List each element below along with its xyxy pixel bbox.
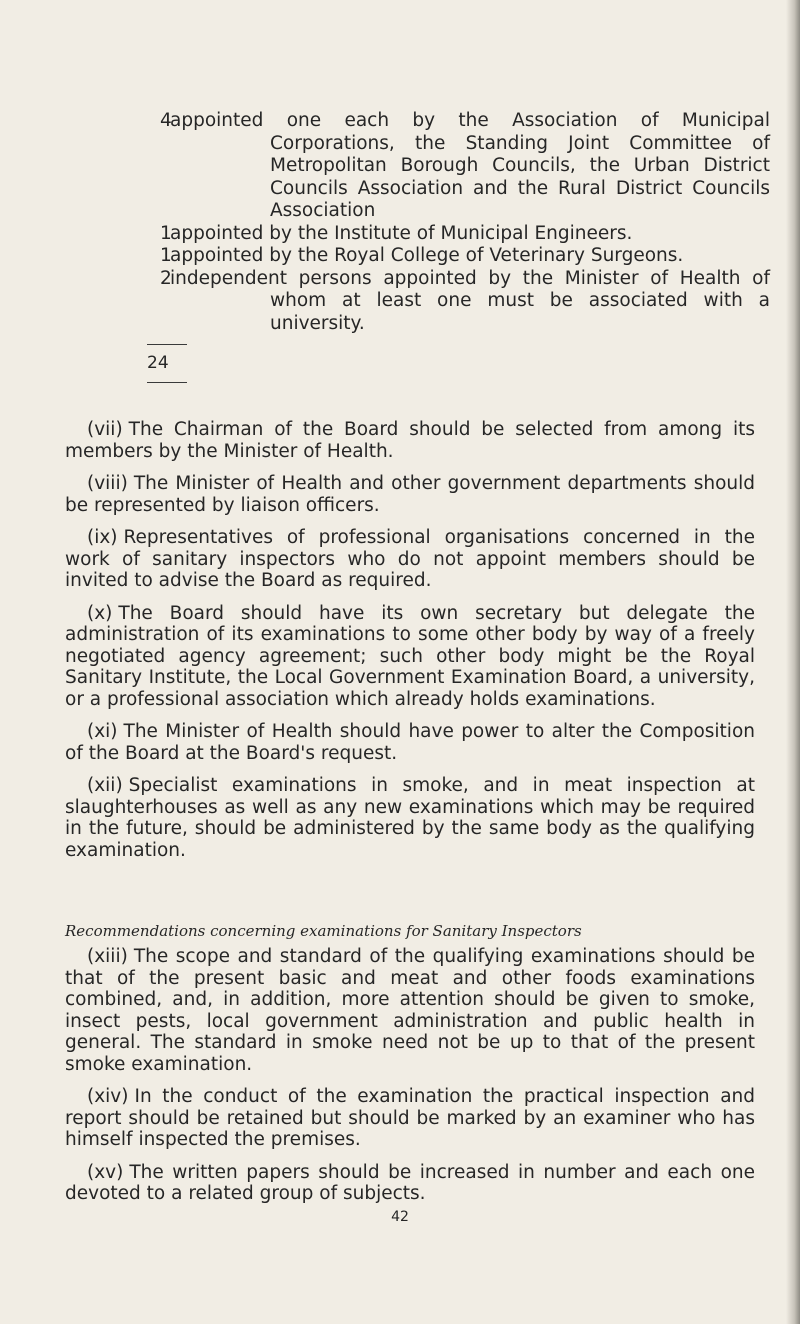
member-count: 4 [160,110,172,131]
board-composition-list [160,110,770,335]
paragraph [65,527,755,592]
paragraph-text: The Minister of Health and other government departments should be represented by liaison officers. [65,473,755,516]
page-edge-shadow [786,0,800,1324]
section-heading: Recommendations concerning examinations for Sanitary Inspectors [65,922,582,940]
member-count: 1 [160,222,172,244]
paragraph-label: (xiv) [87,1086,129,1107]
paragraph-label: (vii) [87,419,123,440]
total-rule-top [147,344,187,345]
member-description: appointed by the Royal College of Veterinary Surgeons. [170,245,684,266]
paragraph-text: The Minister of Health should have power to alter the Composition of the Board at the Board's request. [65,721,755,764]
paragraph-text: The scope and standard of the qualifying examinations should be that of the present basic and meat and other foods examinations combined, and, in addition, more attention should be given to smoke, insect pests, local government administration and public health in general. The standard in smoke need not be up to that of the present smoke examination. [65,946,755,1075]
member-count: 2 [160,267,172,289]
member-description: appointed by the Institute of Municipal Engineers. [170,222,633,244]
recommendations-board [65,419,755,872]
paragraph-label: (xv) [87,1161,124,1183]
total-count: 24 [147,353,169,373]
paragraph-text: The Board should have its own secretary but delegate the administration of its examinations to some other body by way of a freely negotiated agency agreement; such other body might be the Royal Sanitary Institute, the Local Government Examination Board, a university, or a professional association which already holds examinations. [65,602,755,710]
paragraph-text: The Chairman of the Board should be selected from among its members by the Minister of Health. [65,419,755,462]
paragraph [65,721,755,764]
paragraph [65,1086,755,1151]
paragraph-text: Representatives of professional organisations concerned in the work of sanitary inspectors who do not appoint members should be invited to advise the Board as required. [65,527,755,591]
total-rule-bottom [147,382,187,383]
paragraph-label: (viii) [87,473,128,494]
paragraph-label: (xi) [87,721,118,742]
list-item [160,245,770,268]
paragraph-label: (xii) [87,775,123,796]
paragraph [65,473,755,516]
member-count: 1 [160,245,172,266]
paragraph-label: (xiii) [87,946,128,967]
paragraph-text: Specialist examinations in smoke, and in meat inspection at slaughterhouses as well as any new examinations which may be required in the future, should be administered by the same body as the qualifying examination. [65,775,755,861]
paragraph [65,603,755,711]
page-number: 42 [391,1209,409,1225]
paragraph [65,419,755,462]
member-description: independent persons appointed by the Minister of Health of whom at least one must be associated with a university. [170,267,770,334]
paragraph [65,1162,755,1205]
paragraph [65,946,755,1075]
paragraph-text: In the conduct of the examination the practical inspection and report should be retained but should be marked by an examiner who has himself inspected the premises. [65,1086,755,1150]
paragraph-text: The written papers should be increased in number and each one devoted to a related group of subjects. [65,1161,755,1204]
paragraph-label: (x) [87,602,113,624]
paragraph [65,775,755,861]
list-item [160,268,770,336]
member-description: appointed one each by the Association of Municipal Corporations, the Standing Joint Committee of Metropolitan Borough Councils, the Urban District Councils Association and the Rural District Councils Association [170,110,770,221]
list-item [160,223,770,246]
paragraph-label: (ix) [87,527,118,548]
recommendations-examinations [65,946,755,1216]
list-item [160,110,770,223]
